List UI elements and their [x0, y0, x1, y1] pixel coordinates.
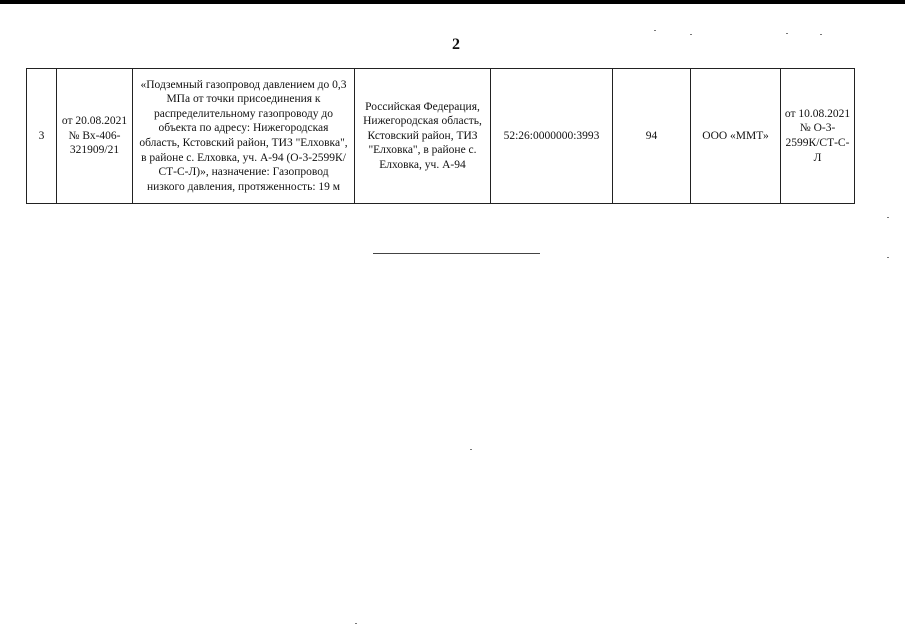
scan-speck [820, 34, 822, 35]
top-border-line [0, 0, 905, 4]
scan-speck [690, 34, 692, 35]
scan-speck [786, 33, 788, 34]
cell-cadastral-number: 52:26:0000000:3993 [491, 69, 613, 204]
cell-area: 94 [613, 69, 691, 204]
scan-speck [355, 623, 357, 624]
cell-incoming-document: от 20.08.2021 № Вх-406-321909/21 [57, 69, 133, 204]
scan-speck [887, 257, 889, 258]
scan-speck [654, 30, 656, 31]
cell-object-location: Российская Федерация, Нижегородская область, Кстовский район, ТИЗ "Елховка", в районе с. Елховка, уч. А-94 [355, 69, 491, 204]
cell-row-number: 3 [27, 69, 57, 204]
cell-object-description: «Подземный газопровод давлением до 0,3 МПа от точки присоединения к распределительному газопроводу до объекта по адресу: Нижегородская область, Кстовский район, ТИЗ "Елховка", в районе с. Елховка, уч. А-94 (О-3-2599К/СТ-С-Л)», назначение: Газопровод низкого давления, протяженность: 19 м [133, 69, 355, 204]
page-number: 2 [452, 36, 460, 53]
cell-owner: ООО «ММТ» [691, 69, 781, 204]
cell-decision-document: от 10.08.2021 № О-3-2599К/СТ-С-Л [781, 69, 855, 204]
register-table [26, 68, 855, 204]
scan-speck [887, 217, 889, 218]
table-row [27, 69, 855, 204]
separator-line [373, 253, 540, 254]
scan-speck [470, 449, 472, 450]
